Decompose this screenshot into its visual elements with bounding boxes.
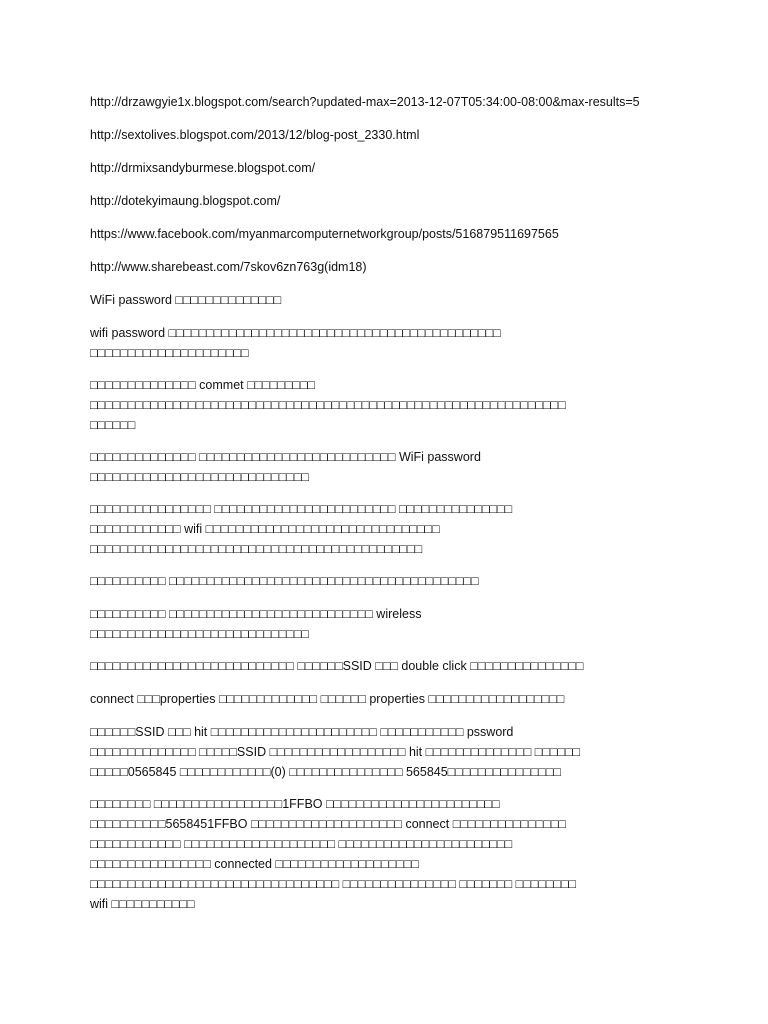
paragraph (90, 499, 680, 559)
paragraph-line: □□□□□□□□□□□□□□ □□□□□SSID □□□□□□□□□□□□□□□□□□ hit □□□□□□□□□□□□□□ □□□□□□ (90, 745, 581, 759)
paragraph-line: □□□□□□□□□□□□□□□□ connected □□□□□□□□□□□□□□□□□□□ (90, 857, 419, 871)
paragraph-line: □□□□□□ (90, 418, 136, 432)
paragraph (90, 689, 680, 709)
paragraph-line: □□□□□□□□□□□□□□□□ □□□□□□□□□□□□□□□□□□□□□□□□ □□□□□□□□□□□□□□□ (90, 502, 513, 516)
paragraph-line: □□□□□□□□□□□□ wifi □□□□□□□□□□□□□□□□□□□□□□□□□□□□□□□ (90, 522, 440, 536)
paragraph-line: WiFi password □□□□□□□□□□□□□□ (90, 293, 282, 307)
link-text: http://drmixsandyburmese.blogspot.com/ (90, 161, 316, 175)
paragraph-line: □□□□□□□□□□□□□□□□□□□□□□□□□□□□□ (90, 627, 309, 641)
paragraph (90, 375, 680, 435)
link-line (90, 257, 680, 277)
paragraph-line: □□□□□□SSID □□□ hit □□□□□□□□□□□□□□□□□□□□□□ □□□□□□□□□□□ pssword (90, 725, 514, 739)
link-text: http://sextolives.blogspot.com/2013/12/blog-post_2330.html (90, 128, 420, 142)
paragraph (90, 604, 680, 644)
paragraph (90, 794, 680, 914)
paragraph-line: □□□□□□□□□□□□□□□□□□□□□□□□□□□□□□□□□□□□□□□□□□□□ (90, 542, 423, 556)
paragraph-line: □□□□□□□□□□□□□□□□□□□□□□□□□□□□□ (90, 470, 309, 484)
paragraph (90, 722, 680, 782)
link-line (90, 191, 680, 211)
link-text: http://dotekyimaung.blogspot.com/ (90, 194, 281, 208)
paragraph-line: □□□□□□□□□□ □□□□□□□□□□□□□□□□□□□□□□□□□□□ wireless (90, 607, 422, 621)
link-text: http://www.sharebeast.com/7skov6zn763g(idm18) (90, 260, 367, 274)
paragraph-line: □□□□□0565845 □□□□□□□□□□□□(0) □□□□□□□□□□□□□□□ 565845□□□□□□□□□□□□□□□ (90, 765, 561, 779)
paragraph-line: □□□□□□□□□□□□ □□□□□□□□□□□□□□□□□□□□ □□□□□□□□□□□□□□□□□□□□□□□ (90, 837, 513, 851)
document-page (90, 92, 680, 926)
link-line (90, 224, 680, 244)
paragraph (90, 290, 680, 310)
link-line (90, 92, 680, 112)
link-line (90, 125, 680, 145)
paragraph (90, 447, 680, 487)
paragraph-line: □□□□□□□□□□5658451FFBO □□□□□□□□□□□□□□□□□□□□ connect □□□□□□□□□□□□□□□ (90, 817, 566, 831)
paragraph-line: □□□□□□□□□□□□□□ commet □□□□□□□□□ (90, 378, 316, 392)
paragraph-line: □□□□□□□□□□ □□□□□□□□□□□□□□□□□□□□□□□□□□□□□□□□□□□□□□□□□ (90, 574, 479, 588)
link-text: http://drzawgyie1x.blogspot.com/search?updated-max=2013-12-07T05:34:00-08:00&max-results=5 (90, 95, 640, 109)
paragraph-line: □□□□□□□□ □□□□□□□□□□□□□□□□□1FFBO □□□□□□□□□□□□□□□□□□□□□□□ (90, 797, 500, 811)
paragraph (90, 571, 680, 591)
paragraph-line: □□□□□□□□□□□□□□□□□□□□□ (90, 346, 249, 360)
paragraph (90, 323, 680, 363)
paragraph-line: □□□□□□□□□□□□□□□□□□□□□□□□□□□□□□□□□ □□□□□□□□□□□□□□□ □□□□□□□ □□□□□□□□ (90, 877, 577, 891)
link-line (90, 158, 680, 178)
paragraph-line: □□□□□□□□□□□□□□□□□□□□□□□□□□□□□□□□□□□□□□□□□□□□□□□□□□□□□□□□□□□□□□□ (90, 398, 566, 412)
paragraph-line: connect □□□properties □□□□□□□□□□□□□ □□□□□□ properties □□□□□□□□□□□□□□□□□□ (90, 692, 565, 706)
paragraph-line: wifi □□□□□□□□□□□ (90, 897, 195, 911)
link-text: https://www.facebook.com/myanmarcomputernetworkgroup/posts/516879511697565 (90, 227, 559, 241)
paragraph-line: wifi password □□□□□□□□□□□□□□□□□□□□□□□□□□□□□□□□□□□□□□□□□□□□ (90, 326, 501, 340)
paragraph-line: □□□□□□□□□□□□□□ □□□□□□□□□□□□□□□□□□□□□□□□□□ WiFi password (90, 450, 481, 464)
paragraph (90, 656, 680, 676)
paragraph-line: □□□□□□□□□□□□□□□□□□□□□□□□□□□ □□□□□□SSID □□□ double click □□□□□□□□□□□□□□□ (90, 659, 584, 673)
